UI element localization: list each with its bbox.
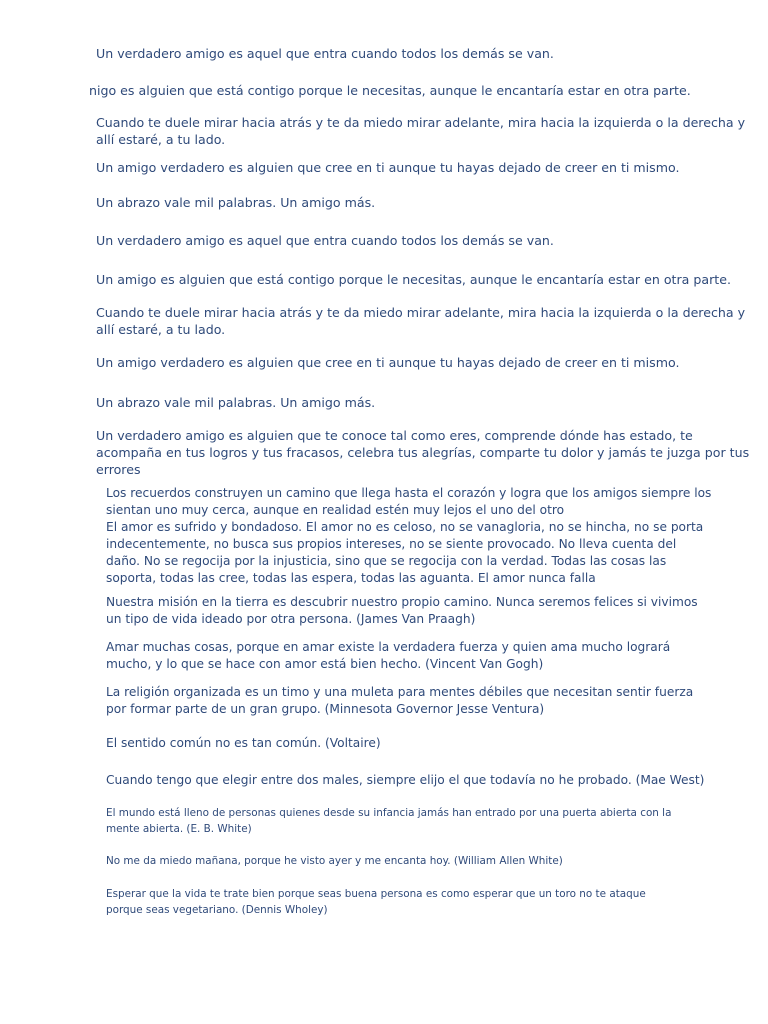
quote-line: El sentido común no es tan común. (Voltaire) bbox=[106, 736, 381, 750]
quote-12 bbox=[106, 485, 711, 587]
quote-line: Un abrazo vale mil palabras. Un amigo más. bbox=[96, 395, 376, 410]
quote-line: Los recuerdos construyen un camino que llega hasta el corazón y logra que los amigos siempre los bbox=[106, 486, 712, 500]
quote-17 bbox=[106, 772, 704, 789]
quote-line: Amar muchas cosas, porque en amar existe la verdadera fuerza y quien ama mucho logrará bbox=[106, 640, 671, 654]
quote-line: un tipo de vida ideado por otra persona. (James Van Praagh) bbox=[106, 612, 476, 626]
quote-2 bbox=[89, 82, 691, 99]
quote-line: errores bbox=[96, 462, 141, 477]
quote-8 bbox=[96, 304, 745, 338]
quote-line: Un amigo verdadero es alguien que cree en ti aunque tu hayas dejado de creer en ti mismo. bbox=[96, 355, 680, 370]
quote-16 bbox=[106, 735, 381, 752]
quote-line: No me da miedo mañana, porque he visto ayer y me encanta hoy. (William Allen White) bbox=[106, 855, 563, 867]
quote-line: por formar parte de un gran grupo. (Minnesota Governor Jesse Ventura) bbox=[106, 702, 545, 716]
quote-11 bbox=[96, 427, 749, 478]
quote-line: Nuestra misión en la tierra es descubrir nuestro propio camino. Nunca seremos felices si vivimos bbox=[106, 595, 698, 609]
quote-line: indecentemente, no busca sus propios intereses, no se siente provocado. No lleva cuenta del bbox=[106, 537, 677, 551]
quote-line: Esperar que la vida te trate bien porque seas buena persona es como esperar que un toro no te ataque bbox=[106, 888, 646, 900]
quote-19 bbox=[106, 853, 563, 869]
quote-line: acompaña en tus logros y tus fracasos, celebra tus alegrías, comparte tu dolor y jamás te juzga por tus bbox=[96, 445, 750, 460]
quote-line: Un verdadero amigo es alguien que te conoce tal como eres, comprende dónde has estado, te bbox=[96, 428, 693, 443]
quote-15 bbox=[106, 684, 693, 718]
quote-9 bbox=[96, 354, 680, 371]
quote-line: Cuando te duele mirar hacia atrás y te da miedo mirar adelante, mira hacia la izquierda o la derecha y bbox=[96, 115, 746, 130]
quote-line: nigo es alguien que está contigo porque le necesitas, aunque le encantaría estar en otra parte. bbox=[89, 83, 691, 98]
quote-line: mente abierta. (E. B. White) bbox=[106, 823, 252, 835]
quote-line: sientan uno muy cerca, aunque en realidad estén muy lejos el uno del otro bbox=[106, 503, 565, 517]
quote-line: Un verdadero amigo es aquel que entra cuando todos los demás se van. bbox=[96, 233, 554, 248]
quote-line: Cuando tengo que elegir entre dos males, siempre elijo el que todavía no he probado. (Mae West) bbox=[106, 773, 705, 787]
quote-line: allí estaré, a tu lado. bbox=[96, 132, 226, 147]
quote-line: Un amigo verdadero es alguien que cree en ti aunque tu hayas dejado de creer en ti mismo. bbox=[96, 160, 680, 175]
quote-6 bbox=[96, 232, 554, 249]
quote-line: Un amigo es alguien que está contigo porque le necesitas, aunque le encantaría estar en otra parte. bbox=[96, 272, 731, 287]
quote-line: Cuando te duele mirar hacia atrás y te da miedo mirar adelante, mira hacia la izquierda o la derecha y bbox=[96, 305, 746, 320]
quote-line: porque seas vegetariano. (Dennis Wholey) bbox=[106, 904, 328, 916]
quote-4 bbox=[96, 159, 680, 176]
quote-7 bbox=[96, 271, 731, 288]
quote-20 bbox=[106, 886, 646, 918]
quote-18 bbox=[106, 805, 671, 837]
quote-1 bbox=[96, 45, 554, 62]
quote-line: El amor es sufrido y bondadoso. El amor no es celoso, no se vanagloria, no se hincha, no se porta bbox=[106, 520, 704, 534]
quote-line: daño. No se regocija por la injusticia, sino que se regocija con la verdad. Todas las cosas las bbox=[106, 554, 667, 568]
quote-line: El mundo está lleno de personas quienes desde su infancia jamás han entrado por una puerta abierta con la bbox=[106, 807, 672, 819]
quote-10 bbox=[96, 394, 375, 411]
quote-line: La religión organizada es un timo y una muleta para mentes débiles que necesitan sentir fuerza bbox=[106, 685, 694, 699]
quote-14 bbox=[106, 639, 670, 673]
quote-line: soporta, todas las cree, todas las espera, todas las aguanta. El amor nunca falla bbox=[106, 571, 596, 585]
quote-line: allí estaré, a tu lado. bbox=[96, 322, 226, 337]
quote-line: Un verdadero amigo es aquel que entra cuando todos los demás se van. bbox=[96, 46, 554, 61]
quote-line: mucho, y lo que se hace con amor está bien hecho. (Vincent Van Gogh) bbox=[106, 657, 544, 671]
quote-13 bbox=[106, 594, 698, 628]
quote-3 bbox=[96, 114, 745, 148]
quote-line: Un abrazo vale mil palabras. Un amigo más. bbox=[96, 195, 376, 210]
quote-5 bbox=[96, 194, 375, 211]
